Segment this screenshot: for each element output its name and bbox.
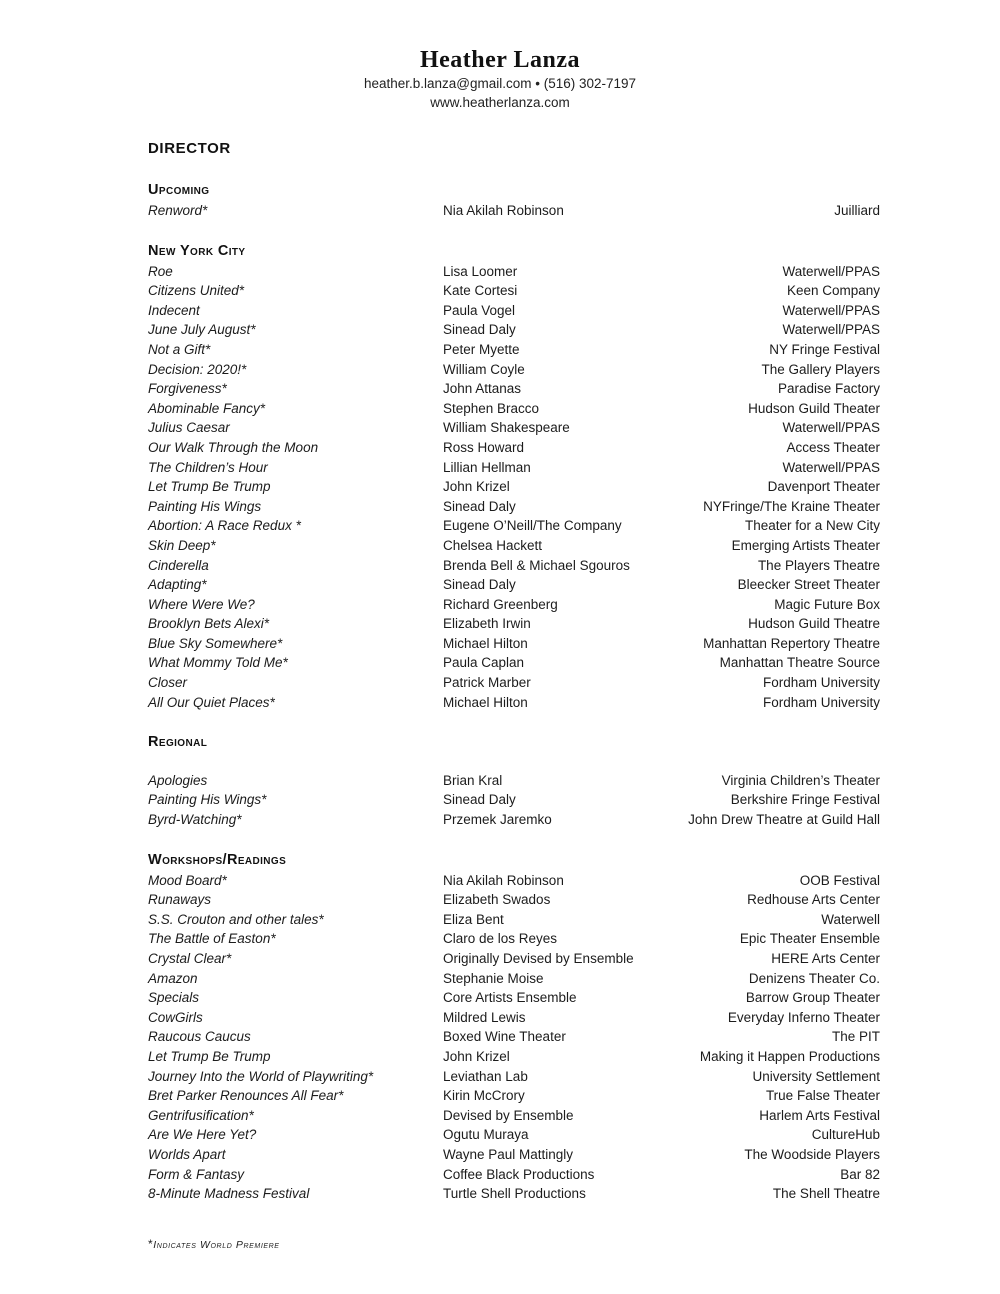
section-upcoming	[148, 181, 880, 221]
production-title: 8-Minute Madness Festival	[148, 1186, 310, 1202]
playwright-name: Patrick Marber	[443, 675, 531, 691]
credit-row	[148, 575, 880, 595]
playwright-name: Devised by Ensemble	[443, 1107, 574, 1123]
playwright-name: Claro de los Reyes	[443, 931, 558, 947]
venue-name: NYFringe/The Kraine Theater	[703, 498, 880, 514]
playwright-name: Elizabeth Swados	[443, 892, 551, 908]
venue-name: The PIT	[831, 1029, 880, 1045]
credit-row	[148, 790, 880, 810]
credit-row	[148, 1165, 880, 1185]
playwright-name: Nia Akilah Robinson	[443, 872, 564, 888]
production-title: Runaways	[148, 892, 212, 908]
credit-row	[148, 771, 880, 791]
credit-row	[148, 301, 880, 321]
venue-name: Waterwell/PPAS	[782, 263, 880, 279]
playwright-name: Chelsea Hackett	[443, 537, 543, 553]
credit-row	[148, 201, 880, 221]
production-title: Let Trump Be Trump	[148, 479, 271, 495]
playwright-name: Kate Cortesi	[443, 283, 518, 299]
venue-name: Magic Future Box	[774, 596, 880, 612]
section-heading: New York City	[148, 242, 246, 259]
credit-row	[148, 1008, 880, 1028]
venue-name: Manhattan Theatre Source	[719, 655, 880, 671]
production-title: Not a Gift*	[148, 341, 211, 357]
playwright-name: Stephen Bracco	[443, 400, 540, 416]
production-title: Crystal Clear*	[148, 951, 232, 966]
section-rows	[148, 871, 880, 1204]
venue-name: Keen Company	[786, 283, 880, 299]
venue-name: Fordham University	[762, 675, 880, 691]
venue-name: Theater for a New City	[744, 518, 880, 534]
production-title: Renword*	[148, 203, 208, 218]
venue-name: Hudson Guild Theatre	[748, 616, 880, 632]
playwright-name: Boxed Wine Theater	[443, 1029, 566, 1045]
credit-row	[148, 340, 880, 360]
playwright-name: Przemek Jaremko	[443, 812, 552, 828]
production-title: Brooklyn Bets Alexi*	[148, 616, 270, 632]
credit-row	[148, 477, 880, 497]
playwright-name: Brian Kral	[443, 772, 503, 788]
production-title: S.S. Crouton and other tales*	[148, 911, 324, 927]
credit-row	[148, 890, 880, 910]
credit-row	[148, 1086, 880, 1106]
playwright-name: Sinead Daly	[443, 792, 516, 808]
production-title: Adapting*	[148, 577, 207, 593]
person-name: Heather Lanza	[419, 47, 581, 73]
venue-name: Waterwell/PPAS	[782, 322, 880, 338]
credit-row	[148, 1047, 880, 1067]
credit-row	[148, 1125, 880, 1145]
production-title: Are We Here Yet?	[148, 1127, 257, 1143]
credit-row	[148, 379, 880, 399]
production-title: Julius Caesar	[148, 420, 230, 436]
credit-row	[148, 693, 880, 713]
playwright-name: Coffee Black Productions	[443, 1166, 595, 1182]
playwright-name: Leviathan Lab	[443, 1068, 528, 1084]
section-rows	[148, 771, 880, 830]
production-title: Specials	[148, 990, 200, 1006]
production-title: June July August*	[148, 322, 256, 338]
production-title: Let Trump Be Trump	[148, 1048, 271, 1064]
playwright-name: Core Artists Ensemble	[443, 990, 577, 1006]
website-line: www.heatherlanza.com	[430, 95, 570, 110]
venue-name: Paradise Factory	[777, 381, 880, 397]
venue-name: The Shell Theatre	[772, 1186, 880, 1202]
playwright-name: Nia Akilah Robinson	[443, 203, 564, 218]
production-title: Citizens United*	[148, 283, 245, 299]
venue-name: True False Theater	[765, 1088, 880, 1104]
playwright-name: Ogutu Muraya	[443, 1127, 529, 1143]
footnote-asterisk: *	[148, 1236, 154, 1251]
playwright-name: John Attanas	[443, 381, 522, 397]
production-title: Apologies	[148, 772, 208, 788]
playwright-name: Sinead Daly	[443, 498, 516, 514]
venue-name: Denizens Theater Co.	[748, 970, 880, 986]
production-title: Mood Board*	[148, 872, 227, 888]
playwright-name: Lillian Hellman	[443, 459, 531, 475]
production-title: Indecent	[148, 302, 200, 318]
credit-row	[148, 871, 880, 891]
credit-row	[148, 556, 880, 576]
playwright-name: Richard Greenberg	[443, 596, 558, 612]
playwright-name: Turtle Shell Productions	[443, 1186, 586, 1202]
credit-row	[148, 536, 880, 556]
production-title: Blue Sky Somewhere*	[148, 635, 283, 651]
venue-name: Berkshire Fringe Festival	[730, 792, 880, 808]
role-heading: DIRECTOR	[148, 140, 231, 157]
credit-row	[148, 929, 880, 949]
credit-row	[148, 320, 880, 340]
production-title: Painting His Wings	[148, 498, 262, 514]
playwright-name: Sinead Daly	[443, 577, 516, 593]
credit-row	[148, 910, 880, 930]
venue-name: The Woodside Players	[744, 1146, 880, 1162]
production-title: Painting His Wings*	[148, 792, 267, 808]
venue-name: Harlem Arts Festival	[759, 1107, 880, 1123]
credit-row	[148, 458, 880, 478]
production-title: Roe	[148, 263, 173, 279]
venue-name: Waterwell	[821, 911, 880, 927]
production-title: Cinderella	[148, 557, 209, 573]
production-title: Journey Into the World of Playwriting*	[148, 1068, 374, 1084]
production-title: Where Were We?	[148, 596, 255, 612]
credit-row	[148, 653, 880, 673]
venue-name: University Settlement	[752, 1068, 880, 1084]
credit-row	[148, 614, 880, 634]
production-title: Decision: 2020!*	[148, 361, 247, 377]
playwright-name: Paula Caplan	[443, 655, 525, 671]
production-title: Our Walk Through the Moon	[148, 439, 319, 455]
venue-name: Waterwell/PPAS	[782, 459, 880, 475]
production-title: All Our Quiet Places*	[148, 694, 275, 710]
playwright-name: Stephanie Moise	[443, 970, 544, 986]
playwright-name: Kirin McCrory	[443, 1088, 525, 1104]
section-rows	[148, 262, 880, 713]
venue-name: The Gallery Players	[761, 361, 880, 377]
venue-name: Manhattan Repertory Theatre	[703, 635, 880, 651]
playwright-name: John Krizel	[443, 1048, 510, 1064]
production-title: The Children’s Hour	[148, 459, 268, 475]
playwright-name: Wayne Paul Mattingly	[443, 1146, 574, 1162]
playwright-name: John Krizel	[443, 479, 510, 495]
production-title: Worlds Apart	[148, 1146, 226, 1162]
credit-row	[148, 949, 880, 969]
production-title: The Battle of Easton*	[148, 931, 276, 947]
playwright-name: Michael Hilton	[443, 635, 528, 651]
venue-name: Making it Happen Productions	[699, 1048, 880, 1064]
credit-row	[148, 281, 880, 301]
venue-name: John Drew Theatre at Guild Hall	[688, 812, 880, 828]
venue-name: Redhouse Arts Center	[747, 892, 880, 908]
production-title: Abortion: A Race Redux *	[148, 518, 301, 534]
credit-row	[148, 418, 880, 438]
venue-name: Emerging Artists Theater	[731, 537, 880, 553]
section-new-york-city	[148, 242, 880, 713]
production-title: Raucous Caucus	[148, 1029, 251, 1045]
venue-name: Waterwell/PPAS	[782, 302, 880, 318]
production-title: Amazon	[148, 970, 198, 986]
playwright-name: Originally Devised by Ensemble	[443, 951, 634, 966]
credit-row	[148, 595, 880, 615]
playwright-name: Eliza Bent	[443, 911, 504, 927]
content	[148, 140, 880, 1251]
venue-name: Epic Theater Ensemble	[739, 931, 880, 947]
venue-name: CultureHub	[811, 1127, 880, 1143]
production-title: Forgiveness*	[148, 381, 227, 397]
credit-row	[148, 262, 880, 282]
credit-row	[148, 516, 880, 536]
section-rows	[148, 201, 880, 221]
section-heading: Upcoming	[148, 182, 210, 198]
venue-name: Fordham University	[762, 694, 880, 710]
venue-name: Bar 82	[840, 1166, 880, 1182]
credit-row	[148, 673, 880, 693]
production-title: Bret Parker Renounces All Fear*	[148, 1088, 344, 1104]
section-workshops-readings	[148, 851, 880, 1204]
venue-name: OOB Festival	[799, 872, 880, 888]
credit-row	[148, 1027, 880, 1047]
production-title: Byrd-Watching*	[148, 812, 242, 828]
playwright-name: Peter Myette	[443, 341, 520, 357]
venue-name: NY Fringe Festival	[769, 341, 880, 357]
credit-row	[148, 497, 880, 517]
production-title: Form & Fantasy	[148, 1166, 245, 1182]
section-regional	[148, 733, 880, 829]
playwright-name: Sinead Daly	[443, 322, 516, 338]
production-title: CowGirls	[148, 1009, 203, 1025]
credit-row	[148, 969, 880, 989]
venue-name: Juilliard	[834, 203, 880, 218]
venue-name: Waterwell/PPAS	[782, 420, 880, 436]
venue-name: Davenport Theater	[767, 479, 880, 495]
venue-name: Everyday Inferno Theater	[727, 1009, 880, 1025]
credit-row	[148, 1067, 880, 1087]
playwright-name: Ross Howard	[443, 439, 525, 455]
playwright-name: Paula Vogel	[443, 302, 516, 318]
playwright-name: Mildred Lewis	[443, 1009, 526, 1025]
section-heading: Regional	[148, 734, 208, 751]
playwright-name: Michael Hilton	[443, 694, 528, 710]
credit-row	[148, 634, 880, 654]
venue-name: Virginia Children’s Theater	[721, 772, 880, 788]
world-premiere-footnote	[148, 1237, 880, 1251]
sections	[148, 181, 880, 1204]
playwright-name: Brenda Bell & Michael Sgouros	[443, 557, 630, 573]
credit-row	[148, 360, 880, 380]
venue-name: Bleecker Street Theater	[737, 577, 880, 593]
venue-name: Barrow Group Theater	[745, 990, 880, 1006]
credit-row	[148, 1184, 880, 1204]
venue-name: HERE Arts Center	[771, 951, 880, 966]
production-title: Abominable Fancy*	[148, 400, 266, 416]
credit-row	[148, 1145, 880, 1165]
playwright-name: William Shakespeare	[443, 420, 570, 436]
section-heading: Workshops/Readings	[148, 851, 287, 868]
credit-row	[148, 438, 880, 458]
venue-name: The Players Theatre	[757, 557, 880, 573]
production-title: What Mommy Told Me*	[148, 655, 288, 671]
playwright-name: William Coyle	[443, 361, 525, 377]
credit-row	[148, 988, 880, 1008]
venue-name: Hudson Guild Theater	[748, 400, 880, 416]
header	[0, 0, 1000, 112]
venue-name: Access Theater	[786, 439, 880, 455]
playwright-name: Lisa Loomer	[443, 263, 518, 279]
credit-row	[148, 399, 880, 419]
contact-line: heather.b.lanza@gmail.com • (516) 302-7197	[363, 76, 637, 91]
production-title: Closer	[148, 675, 188, 691]
credit-row	[148, 1106, 880, 1126]
credit-row	[148, 810, 880, 830]
production-title: Skin Deep*	[148, 537, 216, 553]
playwright-name: Eugene O’Neill/The Company	[443, 518, 622, 534]
playwright-name: Elizabeth Irwin	[443, 616, 531, 632]
footnote-text: Indicates World Premiere	[153, 1238, 280, 1251]
production-title: Gentrifusification*	[148, 1107, 254, 1123]
